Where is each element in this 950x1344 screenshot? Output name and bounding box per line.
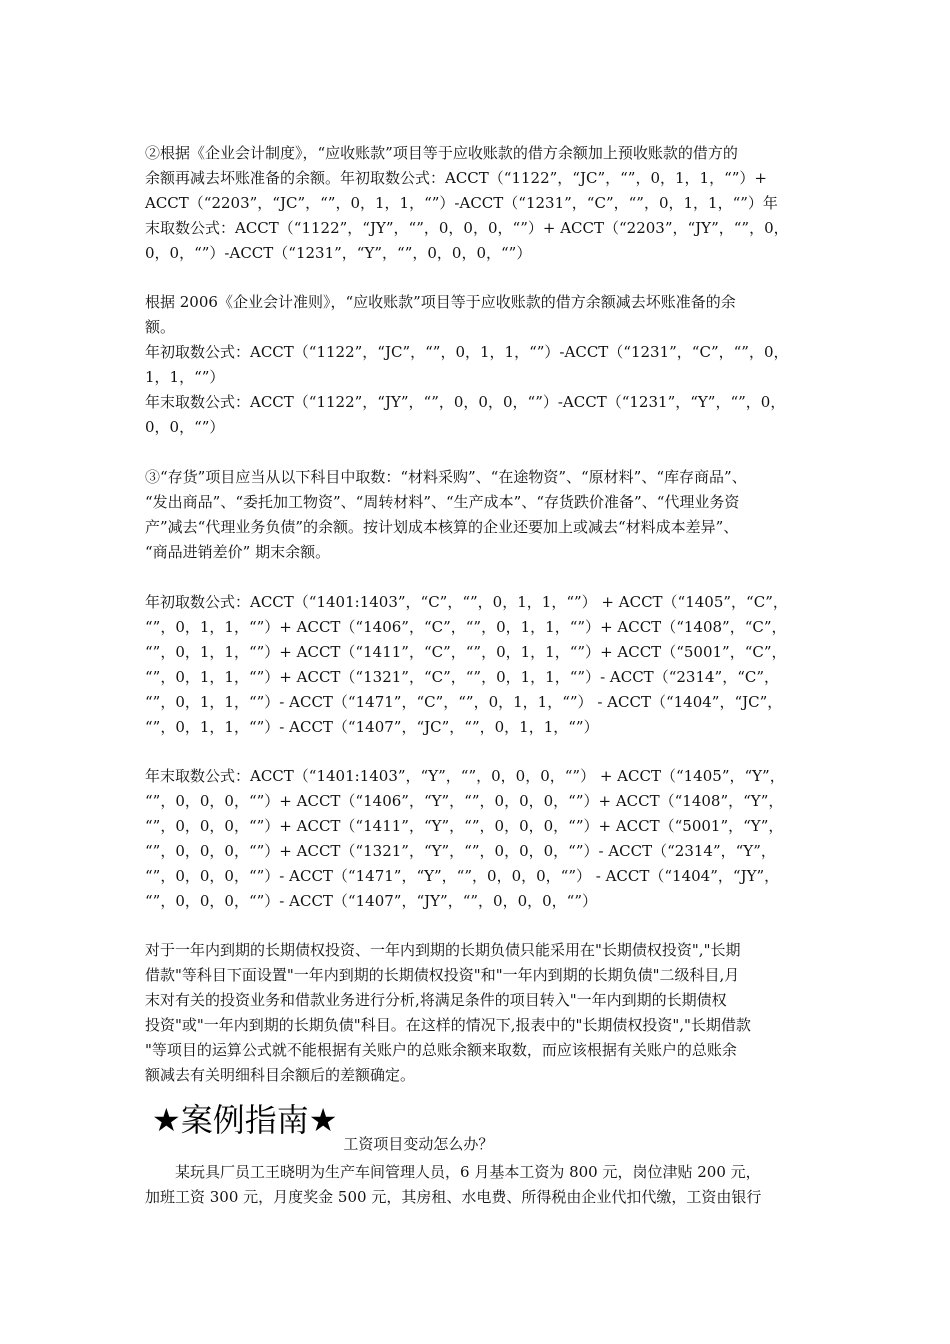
- paragraph-inventory-items: ③“存货”项目应当从以下科目中取数：“材料采购”、“在途物资”、“原材料”、“库存商品”、 “发出商品”、“委托加工物资”、“周转材料”、“生产成本”、“存货跌价准备”、“代理业务资 产”减去“代理业务负债”的余额。按计划成本核算的企业还要加上或减去“材料成本差异”、 “商品进销差价” 期末余额。: [145, 468, 747, 561]
- paragraph-receivables-enterprise-system: ②根据《企业会计制度》，“应收账款”项目等于应收账款的借方余额加上预收账款的借方的 余额再减去坏账准备的余额。年初取数公式：ACCT（“1122”，“JC”，“”，0，1，1，“”）+ ACCT（“2203”，“JC”，“”，0，1，1，“”）-ACCT（“1231”，“C”，“”，0，1，1，“”）年 末取数公式：ACCT（“1122”，“JY”，“”，0，0，0，“”）+ ACCT（“2203”，“JY”，“”，0， 0，0，“”）-ACCT（“1231”，“Y”，“”，0，0，0，“”）: [145, 144, 789, 262]
- paragraph-closing-formula: 年末取数公式：ACCT（“1122”，“JY”，“”，0，0，0，“”）-ACCT（“1231”，“Y”，“”，0， 0，0，“”）: [145, 393, 786, 436]
- case-guide-heading: [152, 1100, 494, 1153]
- paragraph-opening-formula: 年初取数公式：ACCT（“1122”，“JC”，“”，0，1，1，“”）-ACCT（“1231”，“C”，“”，0， 1，1，“”）: [145, 343, 789, 386]
- paragraph-inventory-opening-formula: 年初取数公式：ACCT（“1401:1403”，“C”，“”，0，1，1，“”） + ACCT（“1405”，“C”， “”，0，1，1，“”）+ ACCT（“1406”，“C”，“”，0，1，1，“”）+ ACCT（“1408”，“C”， “”，0，1，1，“”）+ ACCT（“1411”，“C”，“”，0，1，1，“”）+ ACCT（“5001”，“C”， “”，0，1，1，“”）+ ACCT（“1321”，“C”，“”，0，1，1，“”）- ACCT（“2314”，“C”， “”，0，1，1，“”）- ACCT（“1471”，“C”，“”，0，1，1，“”） - ACCT（“1404”，“JC”， “”，0，1，1，“”）- ACCT（“1407”，“JC”，“”，0，1，1，“”）: [145, 593, 788, 736]
- paragraph-case-body: 某玩具厂员工王晓明为生产车间管理人员，6 月基本工资为 800 元，岗位津贴 200 元， 加班工资 300 元，月度奖金 500 元，其房租、水电费、所得税由企业代扣代缴，工资由银行: [145, 1163, 762, 1206]
- case-guide-title: ★案例指南★: [152, 1101, 338, 1139]
- case-guide-subtitle: 工资项目变动怎么办？: [343, 1135, 494, 1153]
- paragraph-receivables-2006-standard: 根据 2006《企业会计准则》，“应收账款”项目等于应收账款的借方余额减去坏账准备的余 额。: [145, 293, 736, 336]
- paragraph-inventory-closing-formula: 年末取数公式：ACCT（“1401:1403”，“Y”，“”，0，0，0，“”） + ACCT（“1405”，“Y”， “”，0，0，0，“”）+ ACCT（“1406”，“Y”，“”，0，0，0，“”）+ ACCT（“1408”，“Y”， “”，0，0，0，“”）+ ACCT（“1411”，“Y”，“”，0，0，0，“”）+ ACCT（“5001”，“Y”， “”，0，0，0，“”）+ ACCT（“1321”，“Y”，“”，0，0，0，“”）- ACCT（“2314”，“Y”， “”，0，0，0，“”）- ACCT（“1471”，“Y”，“”，0，0，0，“”） - ACCT（“1404”，“JY”， “”，0，0，0，“”）- ACCT（“1407”，“JY”，“”，0，0，0，“”）: [145, 767, 785, 910]
- paragraph-long-term-items: 对于一年内到期的长期债权投资、一年内到期的长期负债只能采用在"长期债权投资","长期 借款"等科目下面设置"一年内到期的长期债权投资"和"一年内到期的长期负债"二级科目,月 末对有关的投资业务和借款业务进行分析,将满足条件的项目转入"一年内到期的长期债权 投资"或"一年内到期的长期负债"科目。在这样的情况下,报表中的"长期债权投资","长期借款 "等项目的运算公式就不能根据有关账户的总账余额来取数，而应该根据有关账户的总账余 额减去有关明细科目余额后的差额确定。: [145, 941, 751, 1084]
